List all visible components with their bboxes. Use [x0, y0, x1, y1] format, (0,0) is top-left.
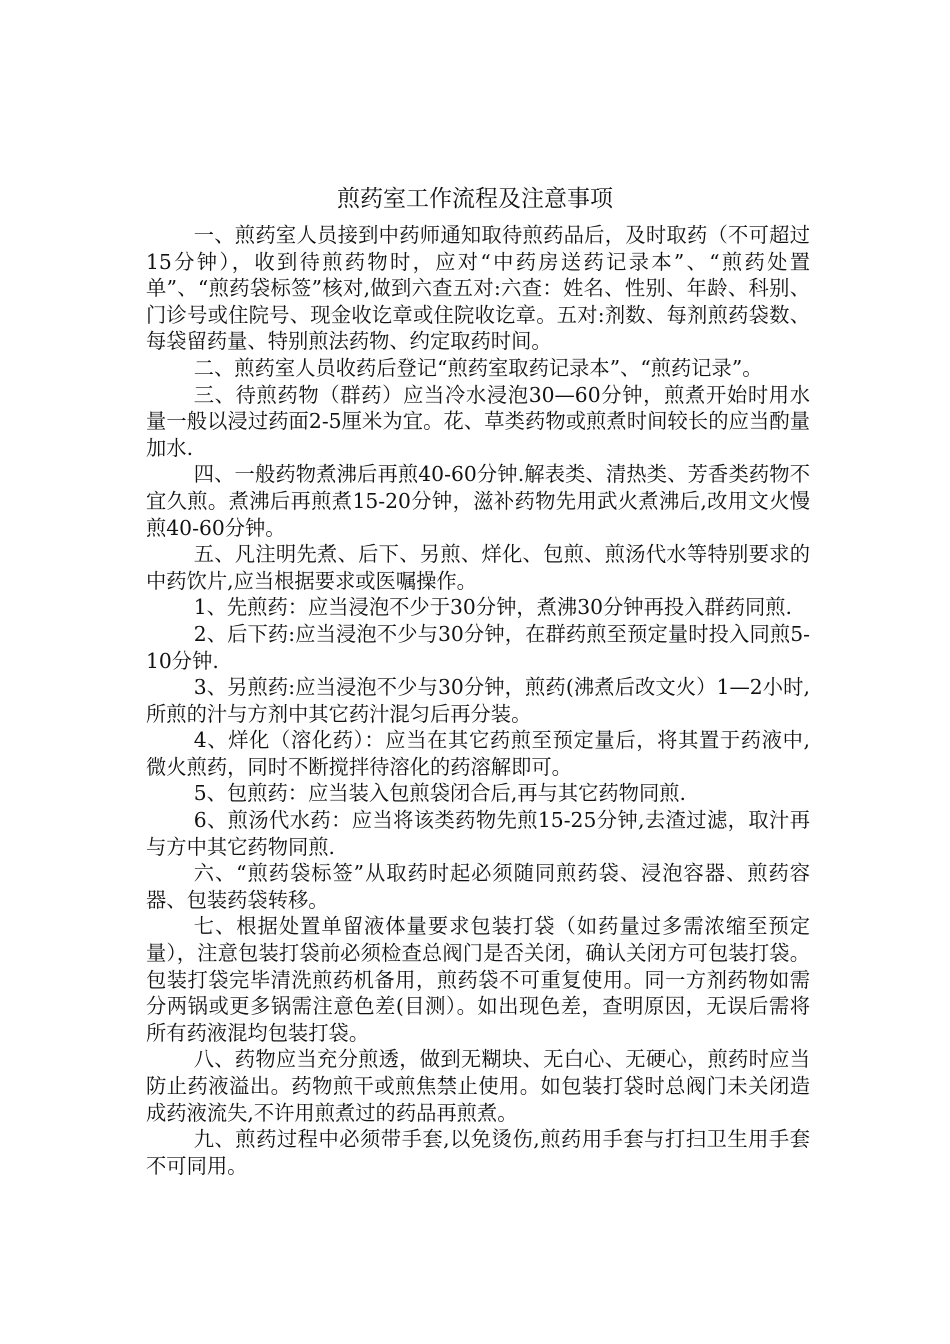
paragraph-1: 一、煎药室人员接到中药师通知取待煎药品后，及时取药（不可超过15分钟），收到待煎药物时，应对“中药房送药记录本”、“煎药处置单”、“煎药袋标签”核对,做到六查五对:六查：姓名、性别、年龄、科别、门诊号或住院号、现金收讫章或住院收讫章。五对:剂数、每剂煎药袋数、每袋留药量、特别煎法药物、约定取药时间。	[146, 223, 810, 354]
sub-item-1: 1、先煎药：应当浸泡不少于30分钟，煮沸30分钟再投入群药同煎.	[193, 595, 792, 620]
document-body	[146, 222, 810, 1179]
paragraph-4: 四、一般药物煮沸后再煎40-60分钟.解表类、清热类、芳香类药物不宜久煎。煮沸后再煎煮15-20分钟，滋补药物先用武火煮沸后,改用文火慢煎40-60分钟。	[146, 462, 810, 540]
paragraph-2: 二、煎药室人员收药后登记“煎药室取药记录本”、“煎药记录”。	[193, 355, 763, 380]
sub-item-4: 4、烊化（溶化药）：应当在其它药煎至预定量后，将其置于药液中,微火煎药，同时不断搅拌待溶化的药溶解即可。	[146, 728, 810, 779]
paragraph-3: 三、待煎药物（群药）应当冷水浸泡30—60分钟，煎煮开始时用水量一般以浸过药面2-5厘米为宜。花、草类药物或煎煮时间较长的应当酌量加水.	[146, 382, 810, 460]
sub-item-3: 3、另煎药:应当浸泡不少与30分钟，煎药(沸煮后改文火）1—2小时,所煎的汁与方剂中其它药汁混匀后再分装。	[146, 675, 810, 726]
paragraph-6: 六、“煎药袋标签”从取药时起必须随同煎药袋、浸泡容器、煎药容器、包装药袋转移。	[146, 861, 810, 912]
paragraph-9: 九、煎药过程中必须带手套,以免烫伤,煎药用手套与打扫卫生用手套不可同用。	[146, 1127, 810, 1178]
paragraph-8: 八、药物应当充分煎透，做到无糊块、无白心、无硬心，煎药时应当防止药液溢出。药物煎干或煎焦禁止使用。如包装打袋时总阀门未关闭造成药液流失,不许用煎煮过的药品再煎煮。	[146, 1047, 810, 1125]
document-title: 煎药室工作流程及注意事项	[337, 186, 613, 212]
paragraph-5: 五、凡注明先煮、后下、另煎、烊化、包煎、煎汤代水等特别要求的中药饮片,应当根据要求或医嘱操作。	[146, 542, 810, 593]
sub-item-6: 6、煎汤代水药：应当将该类药物先煎15-25分钟,去渣过滤，取汁再与方中其它药物同煎.	[146, 808, 810, 859]
sub-item-5: 5、包煎药：应当装入包煎袋闭合后,再与其它药物同煎.	[193, 781, 686, 806]
sub-item-2: 2、后下药:应当浸泡不少与30分钟，在群药煎至预定量时投入同煎5-10分钟.	[146, 621, 810, 673]
paragraph-7: 七、根据处置单留液体量要求包装打袋（如药量过多需浓缩至预定量），注意包装打袋前必须检查总阀门是否关闭，确认关闭方可包装打袋。包装打袋完毕清洗煎药机备用，煎药袋不可重复使用。同一方剂药物如需分两锅或更多锅需注意色差(目测）。如出现色差，查明原因，无误后需将所有药液混均包装打袋。	[146, 914, 810, 1045]
